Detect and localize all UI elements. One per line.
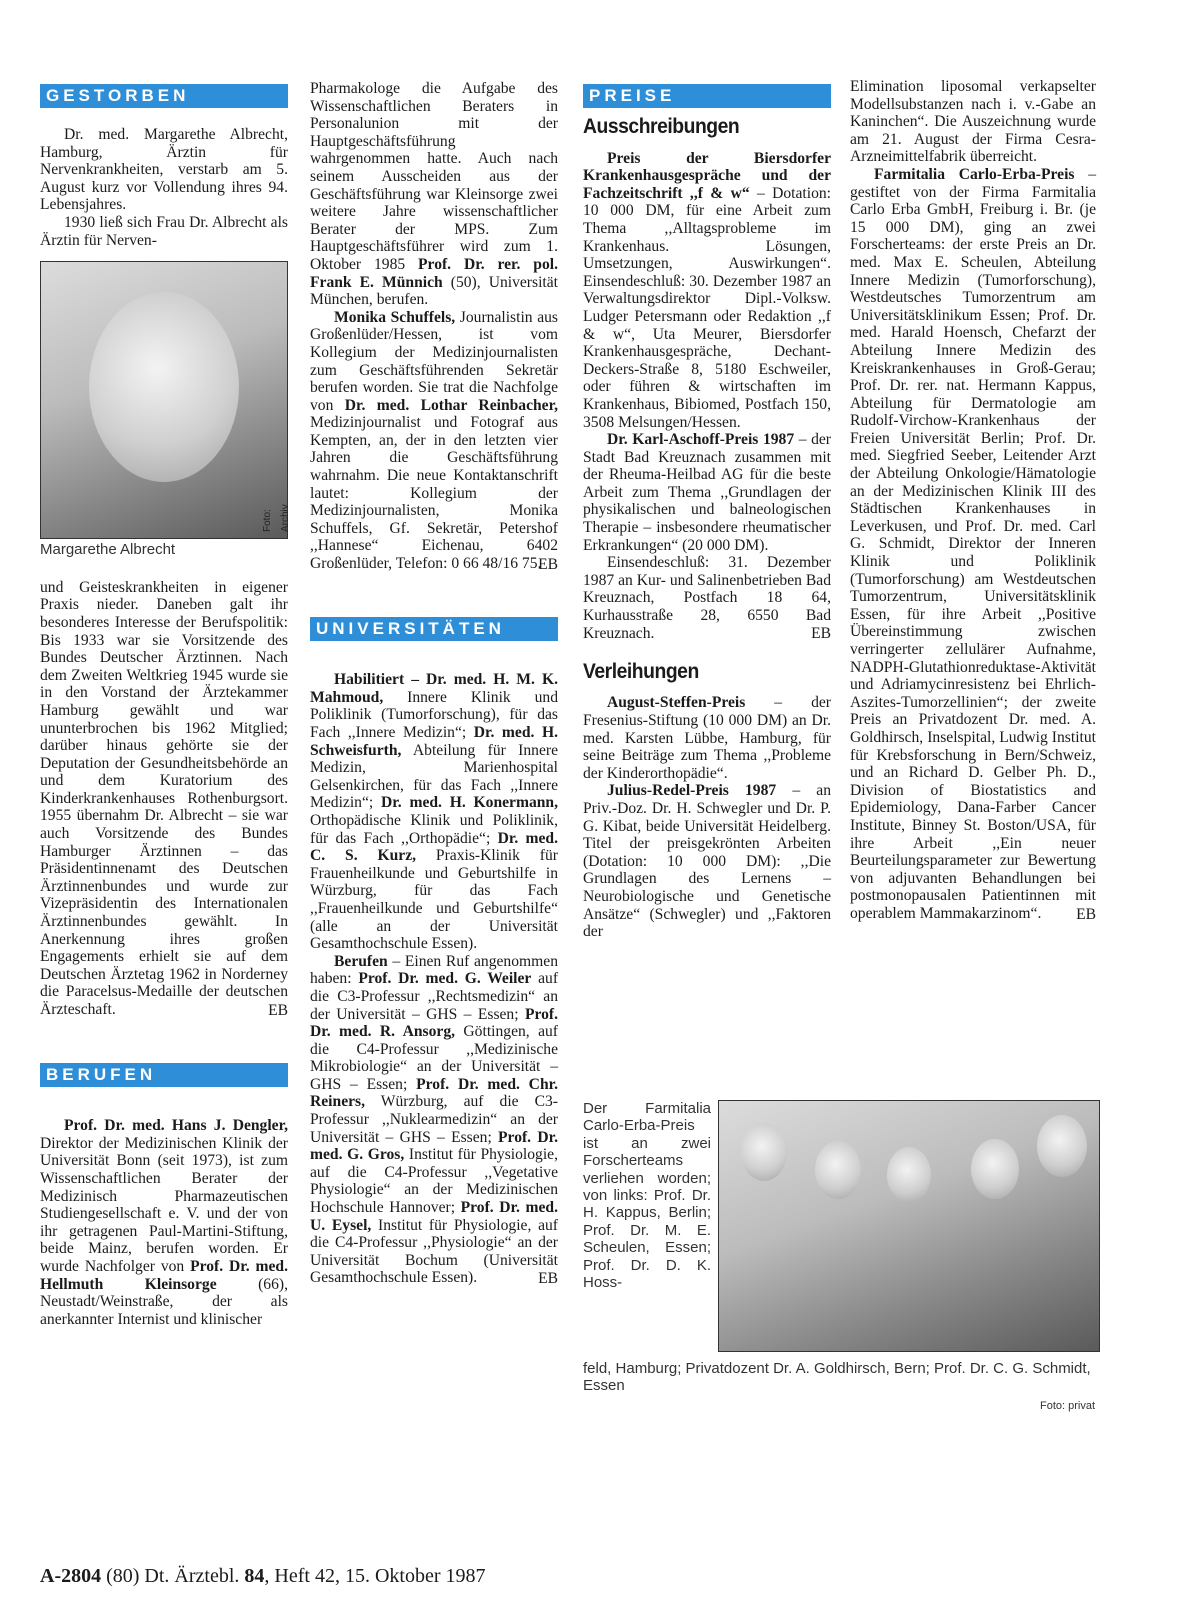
text: Göttingen, auf die C4-Professur ,,Medizinische Mikrobiologie“ an der Universität – GHS – Essen; bbox=[310, 1023, 558, 1093]
group-photo bbox=[718, 1100, 1100, 1352]
group-photo-credit: Foto: privat bbox=[1040, 1400, 1096, 1412]
text: Würzburg, auf die C3-Professur ,,Nuklearmedizin“ an der Universität – GHS – Essen; bbox=[310, 1093, 558, 1146]
award-paragraph bbox=[583, 694, 831, 782]
person-4 bbox=[971, 1139, 1019, 1199]
appointment-paragraph-cont bbox=[310, 80, 558, 309]
photo-credit: Foto: Archiv bbox=[262, 504, 291, 533]
habilitation-paragraph bbox=[310, 671, 558, 953]
text: Innere Klinik und Poliklinik (Tumorforschung), für das Fach ,,Innere Medizin“; bbox=[310, 688, 558, 741]
award-paragraph-3 bbox=[850, 166, 1096, 923]
text: Journalistin aus Großenlüder/Hessen, ist vom Kollegium der Medizinjournalisten zum Geschäftsführenden Sekretär berufen worden. Sie trat die Nachfolge von bbox=[310, 308, 558, 414]
name-bold: Prof. Dr. med. Hellmuth Kleinsorge bbox=[40, 1257, 288, 1293]
portrait-photo bbox=[40, 261, 291, 539]
obituary-paragraph-2: 1930 ließ sich Frau Dr. Albrecht als Ärztin für Nerven- bbox=[40, 213, 288, 249]
name-bold: Prof. Dr. rer. pol. Frank E. Münnich bbox=[310, 255, 558, 291]
person-2 bbox=[815, 1141, 861, 1199]
author-initials: EB bbox=[538, 1270, 558, 1287]
text: Praxis-Klinik für Frauenheilkunde und Geburtshilfe in Würzburg, für das Fach ,,Frauenheilkunde und Geburtshilfe“ (alle an der Universität Gesamthochschule Essen). bbox=[310, 847, 558, 953]
text: (50), Universität München, berufen. bbox=[310, 273, 558, 309]
author-initials: EB bbox=[811, 625, 831, 643]
name-bold: Dr. med. Lothar Reinbacher, bbox=[344, 396, 558, 414]
subheading-verleihungen: Verleihungen bbox=[583, 659, 699, 683]
author-initials: EB bbox=[538, 555, 558, 573]
volume-number: 84 bbox=[244, 1565, 265, 1587]
column-1 bbox=[40, 84, 291, 1328]
award-paragraph-2 bbox=[583, 782, 831, 940]
name-bold: Dr. Karl-Aschoff-Preis 1987 bbox=[607, 431, 795, 449]
award-paragraph-cont: Elimination liposomal verkapselter Modellsubstanzen nach i. v.-Gabe an Kaninchen“. Die Auszeichnung wurde am 21. August der Firma Cesra-Arzneimittelfabrik überreicht. bbox=[850, 78, 1096, 166]
author-initials: EB bbox=[1076, 905, 1096, 923]
prize-paragraph bbox=[583, 150, 831, 432]
call-paragraph bbox=[310, 953, 558, 1287]
text: (66), Neustadt/Weinstraße, der als anerkannter Internist und klinischer bbox=[40, 1275, 288, 1328]
section-header-berufen: BERUFEN bbox=[40, 1063, 288, 1087]
text: – Einen Ruf angenommen haben: bbox=[310, 952, 558, 988]
section-header-universitaeten: UNIVERSITÄTEN bbox=[310, 617, 558, 641]
person-3 bbox=[887, 1147, 931, 1203]
prize-paragraph-3: Einsendeschluß: 31. Dezember 1987 an Kur- und Salinenbetrieben Bad Kreuznach, Postfach 18 64, Kurhausstraße 28, 6550 Bad Kreuznach. bbox=[583, 554, 831, 642]
text: Orthopädische Klinik und Poliklinik, für das Fach ,,Orthopädie“; bbox=[310, 811, 558, 847]
section-header-gestorben: GESTORBEN bbox=[40, 84, 288, 108]
name-bold: Dr. med. H. Konermann, bbox=[381, 794, 559, 812]
text: – Dotation: 10 000 DM, für eine Arbeit zum Thema ,,Alltagsprobleme im Krankenhaus. Lösungen, Umsetzungen, Auswirkungen“. Einsendeschluß: 30. Dezember 1987 an Verwaltungsdirektor Dipl.-Volksw. Ludger Petersmann oder Redaktion ,,f & w“, Uta Meurer, Biersdorfer Krankenhausgespräche, Dechant-Deckers-Straße 8, 5180 Eschweiler, oder führen & wirtschaften im Krankenhaus, Bibiomed, Postfach 150, 3508 Melsungen/Hessen. bbox=[583, 184, 831, 431]
prize-paragraph-2 bbox=[583, 431, 831, 554]
person-1 bbox=[741, 1123, 787, 1181]
portrait-face bbox=[89, 292, 239, 482]
name-bold: Prof. Dr. med. R. Ansorg, bbox=[310, 1005, 558, 1041]
subheading-ausschreibungen: Ausschreibungen bbox=[583, 115, 740, 138]
name-bold: Preis der Biersdorfer Krankenhausgespräche und der Fachzeitschrift ,,f & w“ bbox=[583, 149, 831, 202]
name-bold: August-Steffen-Preis bbox=[607, 694, 746, 712]
name-bold: Habilitiert – Dr. med. H. M. K. Mahmoud, bbox=[310, 671, 558, 706]
page-number: A-2804 bbox=[40, 1565, 102, 1587]
text: – der Stadt Bad Kreuznach zusammen mit der Rheuma-Heilbad AG für die beste Arbeit zum Thema ,,Grundlagen der physikalischen und balneologischen Therapie – insbesondere rheumatischer Erkrankungen“ (20 000 DM). bbox=[583, 431, 831, 554]
column-2 bbox=[310, 80, 558, 1288]
name-bold: Monika Schuffels, bbox=[334, 308, 456, 326]
section-header-preise: PREISE bbox=[583, 84, 831, 108]
person-5 bbox=[1037, 1115, 1087, 1177]
obituary-paragraph: Dr. med. Margarethe Albrecht, Hamburg, Ärztin für Nervenkrankheiten, verstarb am 5. August kurz vor Vollendung ihres 94. Lebensjahres. bbox=[40, 126, 288, 214]
obituary-paragraph-3: und Geisteskrankheiten in eigener Praxis nieder. Daneben galt ihr besonderes Interesse der Berufspolitik: Bis 1933 war sie Vorsitzende des Bundes Deutscher Ärztinnen. Nach dem Zweiten Weltkrieg 1945 wurde sie in den Vorstand der Ärztekammer Hamburg gewählt und war ununterbrochen bis 1962 Mitglied; darüber hinaus gehörte sie der Deputation der Gesundheitsbehörde an und dem Kuratorium des Kinderkrankenhauses Rothenburgsort. 1955 übernahm Dr. Albrecht – sie war auch Vorsitzende des Bundes Hamburger Ärztinnen – das Präsidentinnenamt des Deutschen Ärztinnenbundes und wurde zur Vizepräsidentin des Internationalen Ärztinnenbundes gewählt. In Anerkennung ihres großen Engagements erhielt sie auf dem Deutschen Ärztetag 1962 in Norderney die Paracelsus-Medaille der deutschen Ärzteschaft. bbox=[40, 578, 288, 1018]
name-bold: Julius-Redel-Preis 1987 bbox=[607, 782, 777, 800]
name-bold: Dr. med. H. Schweisfurth, bbox=[310, 724, 558, 759]
footer-text: (80) Dt. Ärztebl. bbox=[106, 1565, 240, 1587]
caption-text: Der Farmitalia Carlo-Erba-Preis ist an zwei Forscherteams verliehen worden; von links: Prof. Dr. H. Kappus, Berlin; Prof. Dr. M. E. Scheulen, Essen; Prof. Dr. D. K. Hoss- bbox=[583, 1100, 711, 1292]
name-bold: Farmitalia Carlo-Erba-Preis bbox=[874, 165, 1075, 183]
name-bold: Prof. Dr. med. G. Gros, bbox=[310, 1128, 558, 1164]
text: Institut für Physiologie, auf die C4-Professur ,,Vegetative Physiologie“ an der Medizinischen Hochschule Hannover; bbox=[310, 1146, 558, 1217]
page-footer bbox=[40, 1565, 485, 1588]
author-initials: EB bbox=[268, 1001, 288, 1019]
name-bold: Prof. Dr. med. G. Weiler bbox=[358, 970, 532, 988]
name-bold: Berufen bbox=[334, 952, 388, 970]
column-4 bbox=[850, 78, 1096, 923]
text: Abteilung für Innere Medizin, Marienhospital Gelsenkirchen, für das Fach ,,Innere Medizin“; bbox=[310, 741, 558, 812]
name-bold: Prof. Dr. med. Hans J. Dengler, bbox=[64, 1117, 288, 1135]
photo-caption: Margarethe Albrecht bbox=[40, 541, 176, 559]
name-bold: Prof. Dr. med. Chr. Reiners, bbox=[310, 1075, 559, 1111]
text: – gestiftet von der Firma Farmitalia Carlo Erba GmbH, Freiburg i. Br. (je 15 000 DM), ging an zwei Forscherteams: der erste Preis an Dr. med. Max E. Scheulen, Abteilung Innere Medizin (Tumorforschung), Westdeutsches Tumorzentrum am Universitätsklinikum Essen; Prof. Dr. med. Harald Hoensch, Chefarzt der Abteilung Innere Medizin des Kreiskrankenhauses in Groß-Gerau; Prof. Dr. rer. nat. Hermann Kappus, Abteilung für Dermatologie am Rudolf-Virchow-Krankenhaus der Freien Universität Berlin; Prof. Dr. med. Siegfried Seeber, Leitender Arzt der Abteilung Onkologie/Hämatologie an der Medizinischen Klinik III des Städtischen Krankenhauses in Leverkusen, und Prof. Dr. med. Carl G. Schmidt, Direktor der Inneren Klinik und Poliklinik (Tumorforschung) am Westdeutschen Tumorzentrum, Universitätsklinik Essen, für ihre Arbeit ,,Positive Übereinstimmung zwischen verringerter zellulärer Aufnahme, NADPH-Glutathionreduktase-Aktivität und Adriamycinresistenz bei Ehrlich-Aszites-Tumorzellinien“; der zweite Preis an Privatdozent Dr. med. A. Goldhirsch, Inselspital, Ludwig Institut für Krebsforschung in Bern/Schweiz, und an Richard D. Gelber Ph. D., Division of Biostatistics and Epidemiology, Dana-Farber Cancer Institute, Binney St. Boston/USA, für ihre Arbeit ,,Ein neuer Beurteilungsparameter zur Bewertung von adjuvanten Behandlungen bei postmonopausalen Patientinnen mit operablem Mammakarzinom“. bbox=[850, 165, 1096, 922]
footer-issue: , Heft 42, 15. Oktober 1987 bbox=[264, 1565, 486, 1587]
appointment-paragraph-2 bbox=[310, 309, 558, 573]
name-bold: Prof. Dr. med. U. Eysel, bbox=[310, 1199, 558, 1234]
text: – an Priv.-Doz. Dr. H. Schwegler und Dr. P. G. Kibat, beide Universität Heidelberg. Titel der preisgekrönten Arbeiten (Dotation: 10 000 DM): ,,Die Grundlagen des Lernens – Neurobiologische und Genetische Ansätze“ (Schwegler) und ,,Faktoren der bbox=[583, 782, 831, 941]
text: Medizinjournalist und Fotograf aus Kempten, an, der in den letzten vier Jahren die Geschäftsführung wahrnahm. Die neue Kontaktanschrift lautet: Kollegium der Medizinjournalisten, Monika Schuffels, Gf. Sekretär, Petershof ,,Hannese“ Eichenau, 6402 Großenlüder, Telefon: 0 66 48/16 75. bbox=[310, 414, 558, 573]
text: auf die C3-Professur ,,Rechtsmedizin“ an der Universität – GHS – Essen; bbox=[310, 970, 559, 1023]
name-bold: Dr. med. C. S. Kurz, bbox=[310, 829, 559, 865]
text: Institut für Physiologie, auf die C4-Professur ,,Physiologie“ an der Universität Bochum (Universität Gesamthochschule Essen). bbox=[310, 1216, 558, 1287]
group-photo-caption-cont: feld, Hamburg; Privatdozent Dr. A. Goldhirsch, Bern; Prof. Dr. C. G. Schmidt, Essen bbox=[583, 1360, 1091, 1395]
appointment-paragraph bbox=[40, 1117, 288, 1328]
text: Pharmakologe die Aufgabe des Wissenschaftlichen Beraters in Personalunion mit der Hauptgeschäftsführung wahrgenommen hatte. Auch nach seinem Ausscheiden aus der Geschäftsführung war Kleinsorge zwei weitere Jahre wissenschaftlicher Berater der MPS. Zum Hauptgeschäftsführer wird zum 1. Oktober 1985 bbox=[310, 80, 558, 273]
column-3 bbox=[583, 84, 831, 941]
text: – der Fresenius-Stiftung (10 000 DM) an Dr. med. Karsten Lübbe, Hamburg, für seine Beiträge zum Thema ,,Probleme der Kinderorthopädie“. bbox=[583, 694, 831, 782]
text: Direktor der Medizinischen Klinik der Universität Bonn (seit 1973), ist zum Wissenschaftlichen Berater der Medizinisch Pharmazeutischen Studiengesellschaft e. V. und der von ihr getragenen Paul-Martini-Stiftung, beide Mainz, berufen worden. Er wurde Nachfolger von bbox=[40, 1134, 288, 1275]
group-photo-caption bbox=[583, 1100, 711, 1291]
